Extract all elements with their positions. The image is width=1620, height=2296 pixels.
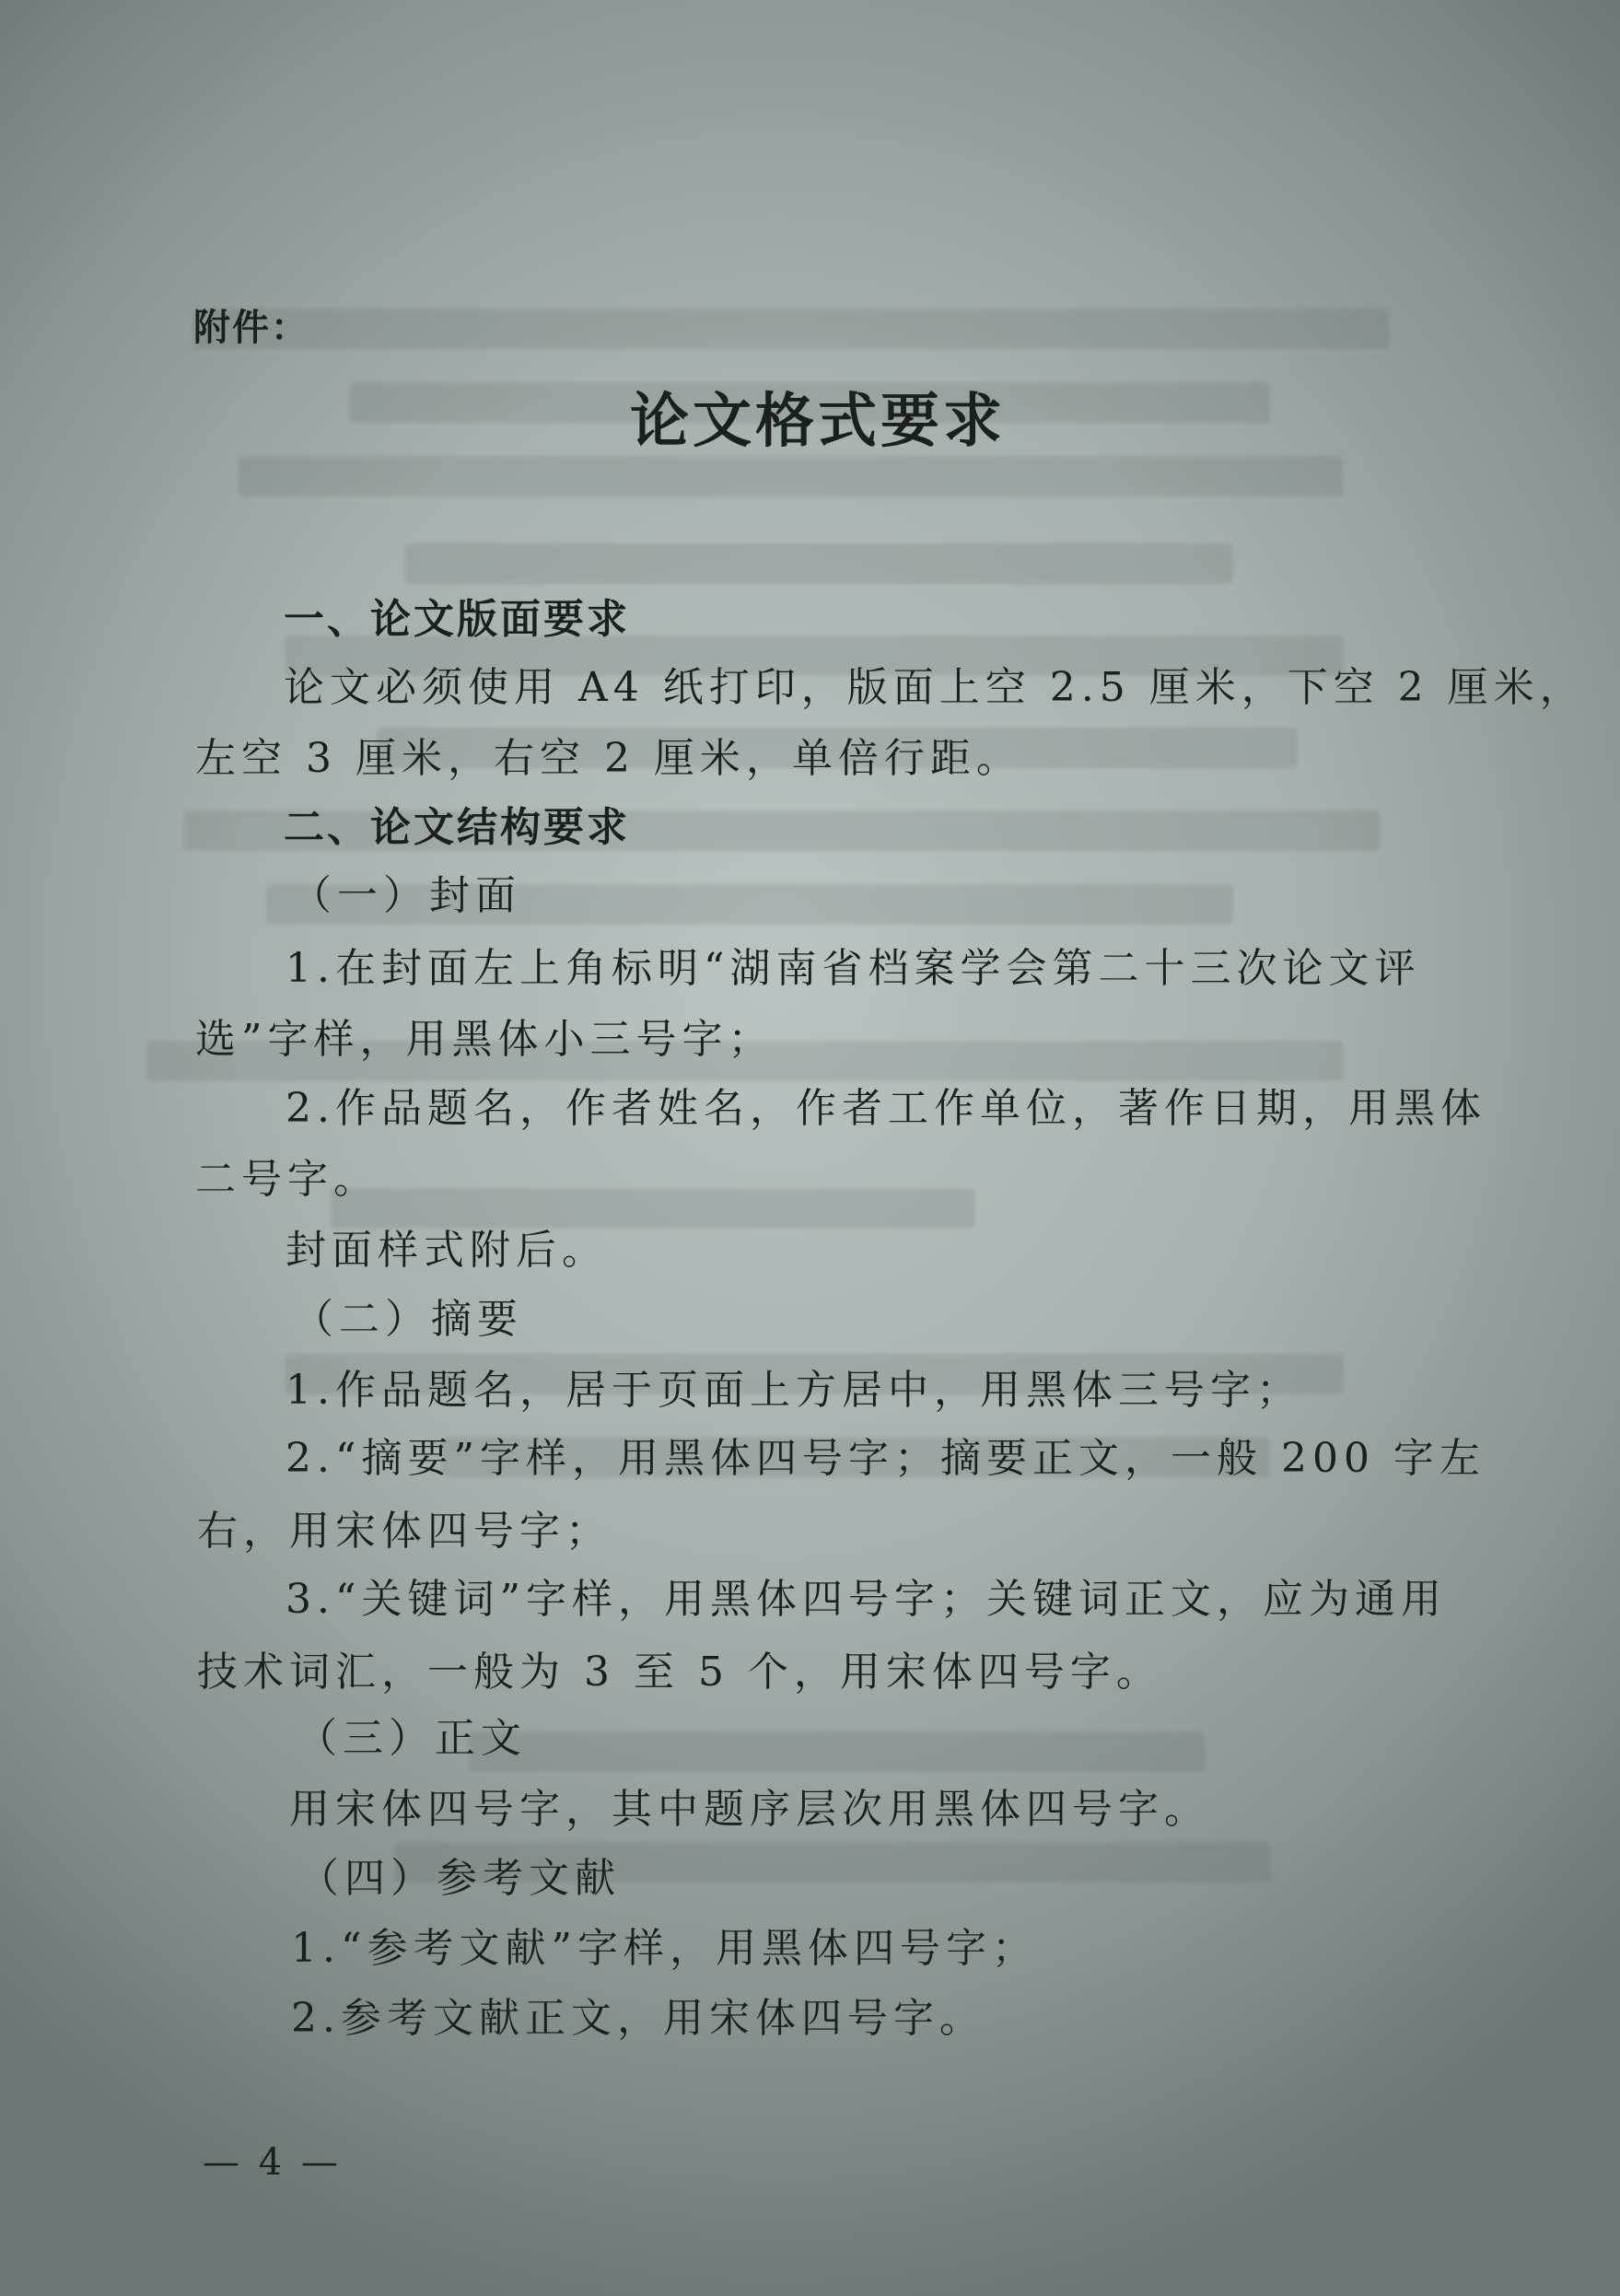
body-line: 左空 3 厘米，右空 2 厘米，单倍行距。 [195, 735, 1022, 782]
body-line: 论文必须使用 A4 纸打印，版面上空 2.5 厘米，下空 2 厘米， [284, 664, 1586, 711]
body-line: 1.“参考文献”字样，用黑体四号字； [291, 1925, 1038, 1972]
section-heading: 一、论文版面要求 [284, 596, 630, 643]
page-number: — 4 — [203, 2141, 342, 2184]
body-line: 2.参考文献正文，用宋体四号字。 [291, 1995, 985, 2042]
section-heading: 二、论文结构要求 [284, 804, 630, 851]
body-line: 技术词汇，一般为 3 至 5 个，用宋体四号字。 [197, 1649, 1162, 1696]
body-line: 1.在封面左上角标明“湖南省档案学会第二十三次论文评 [286, 945, 1421, 992]
subsection-heading: （二）摘要 [293, 1296, 523, 1343]
body-line: 2.“摘要”字样，用黑体四号字；摘要正文，一般 200 字左 [286, 1435, 1486, 1482]
subsection-heading: （三）正文 [297, 1715, 527, 1762]
subsection-heading: （一）封面 [291, 872, 521, 919]
body-line: 封面样式附后。 [286, 1227, 608, 1274]
body-line: 3.“关键词”字样，用黑体四号字；关键词正文，应为通用 [286, 1576, 1447, 1623]
body-line: 二号字。 [195, 1156, 379, 1203]
document-title: 论文格式要求 [630, 388, 1006, 456]
body-line: 2.作品题名，作者姓名，作者工作单位，著作日期，用黑体 [286, 1085, 1486, 1132]
body-line: 用宋体四号字，其中题序层次用黑体四号字。 [289, 1786, 1210, 1833]
body-line: 1.作品题名，居于页面上方居中，用黑体三号字； [286, 1367, 1302, 1414]
body-line: 选”字样，用黑体小三号字； [195, 1016, 775, 1063]
attachment-label: 附件： [193, 307, 309, 349]
body-line: 右，用宋体四号字； [197, 1508, 612, 1555]
subsection-heading: （四）参考文献 [298, 1855, 621, 1902]
